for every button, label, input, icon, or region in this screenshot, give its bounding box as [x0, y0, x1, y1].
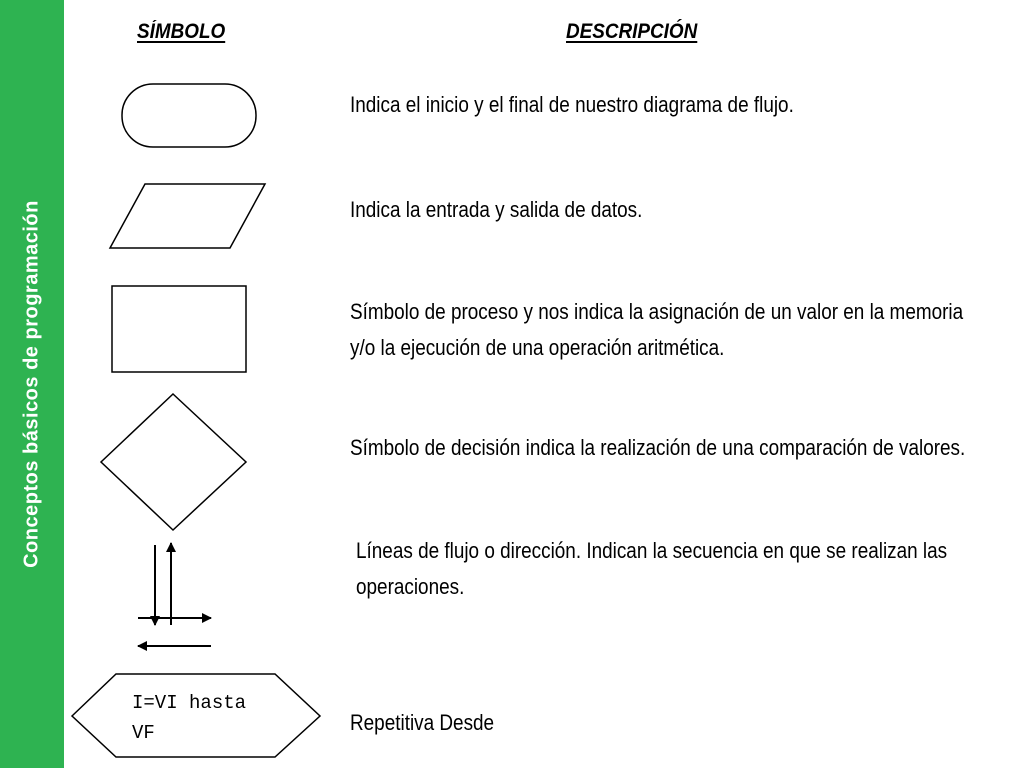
description-line: Líneas de flujo o dirección. Indican la secuencia en que se realizan las: [356, 538, 948, 563]
description-line: Símbolo de decisión indica la realización de una comparación de valores.: [350, 435, 966, 460]
terminal-symbol: [122, 84, 256, 147]
process-rectangle-symbol: [112, 286, 246, 372]
description-line: Símbolo de proceso y nos indica la asignación de un valor en la memoria: [350, 299, 964, 324]
description-decision: [350, 430, 965, 466]
flow-lines-symbol: [138, 543, 211, 646]
description-line: operaciones.: [356, 574, 465, 599]
description-process: [350, 294, 963, 366]
description-line: y/o la ejecución de una operación aritmética.: [350, 335, 725, 360]
description-line: Repetitiva Desde: [350, 710, 495, 735]
description-column-header: DESCRIPCIÓN: [566, 20, 698, 43]
description-line: Indica la entrada y salida de datos.: [350, 197, 643, 222]
hexagon-label-line: VF: [132, 722, 155, 744]
hexagon-label: [132, 688, 292, 748]
symbol-column-header: SÍMBOLO: [137, 20, 226, 43]
description-flow-lines: [356, 533, 947, 605]
decision-diamond-symbol: [101, 394, 246, 530]
sidebar-title: Conceptos básicos de programación: [20, 200, 43, 568]
hexagon-label-line: I=VI hasta: [132, 692, 247, 714]
description-line: Indica el inicio y el final de nuestro diagrama de flujo.: [350, 92, 794, 117]
parallelogram-symbol: [110, 184, 265, 248]
description-input-output: [350, 192, 642, 228]
description-repetition: [350, 705, 494, 741]
description-terminal: [350, 87, 794, 123]
